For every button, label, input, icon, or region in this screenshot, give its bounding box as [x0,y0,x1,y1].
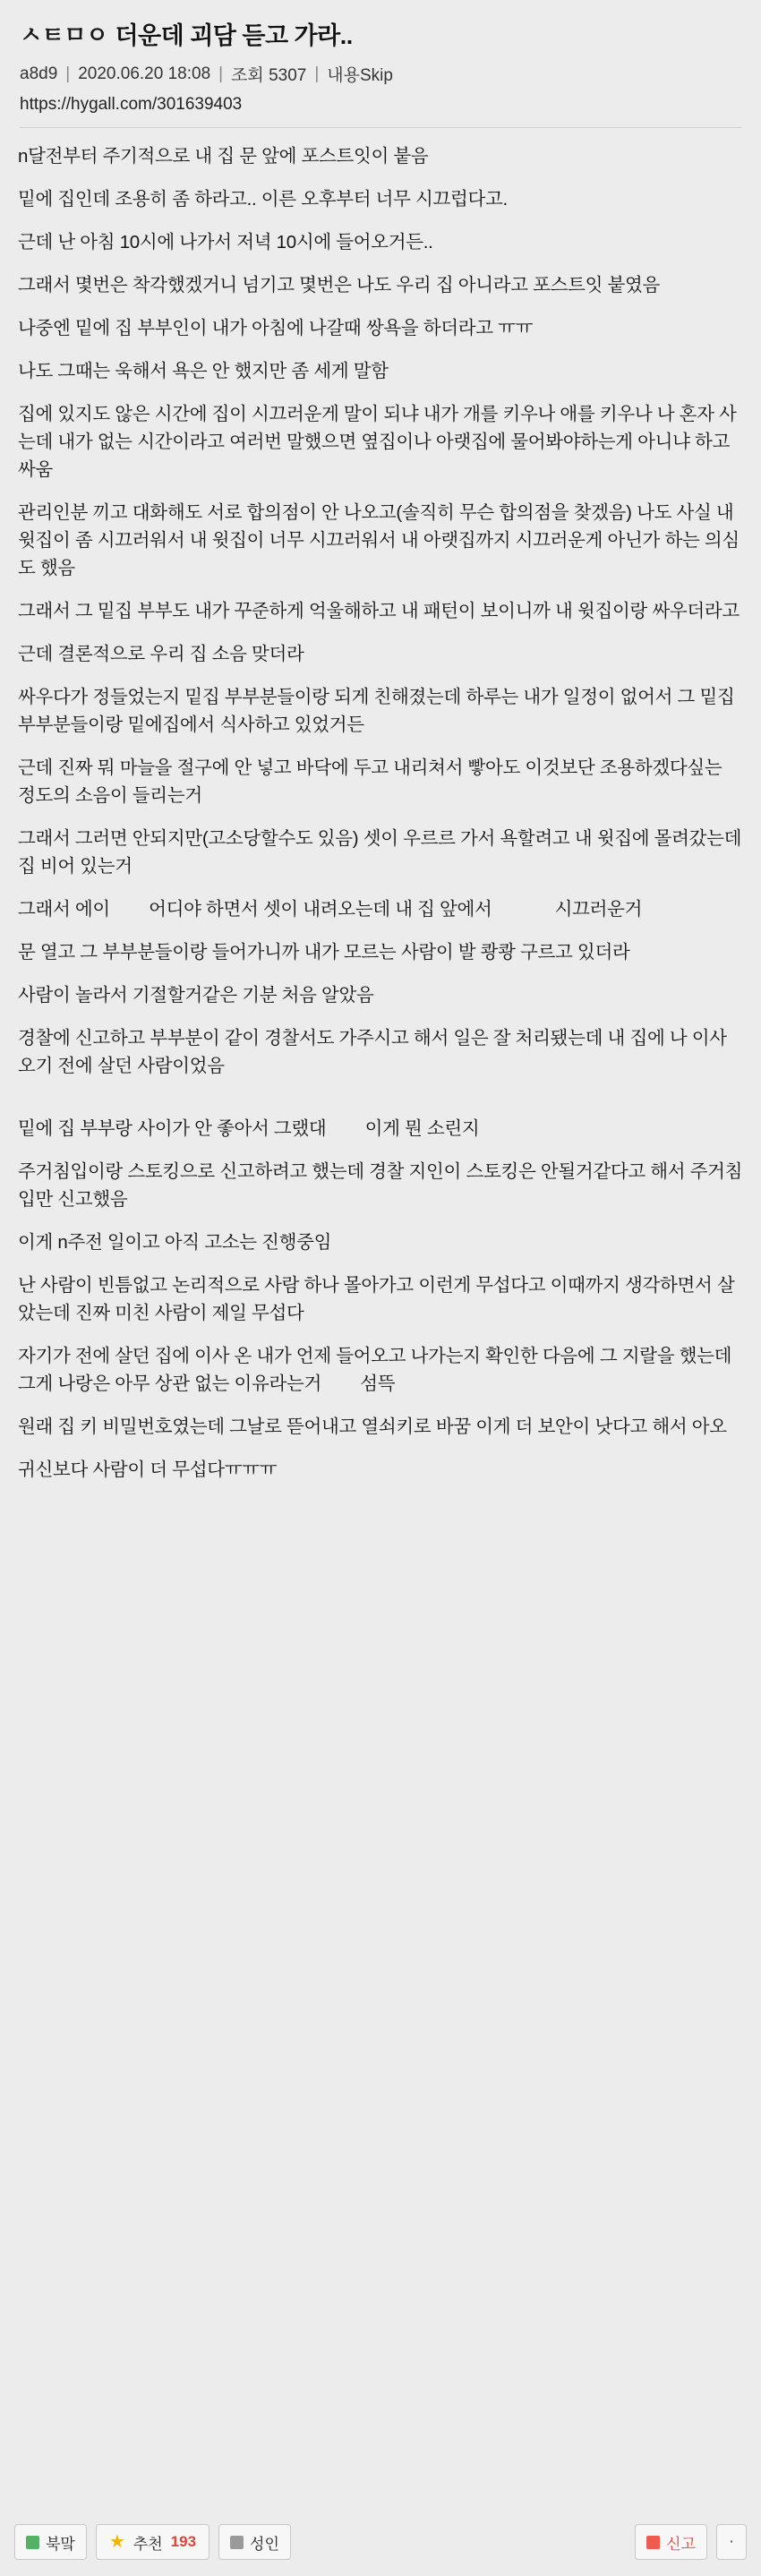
bookmark-icon [26,2536,39,2549]
post-footer-toolbar [0,2512,761,2576]
more-icon: · [728,2532,735,2551]
header-divider [20,127,741,128]
post-paragraph: 근데 진짜 뭐 마늘을 절구에 안 넣고 바닥에 두고 내리쳐서 빻아도 이것보단 조용하겠다싶는 정도의 소음이 들리는거 [18,757,727,806]
post-title-prefix: ㅅㅌㅁㅇ [20,21,108,48]
post-views: 조회 5307 [231,66,307,85]
post-paragraph: 귀신보다 사람이 더 무섭다ㅠㅠㅠ [18,1459,278,1480]
report-icon [646,2536,660,2549]
post-paragraph: 나중엔 밑에 집 부부인이 내가 아침에 나갈때 쌍욕을 하더라고 ㅠㅠ [18,318,534,338]
post-paragraph: 관리인분 끼고 대화해도 서로 합의점이 안 나오고(솔직히 무슨 합의점을 찾겠음) 나도 사실 내 윗집이 좀 시끄러워서 내 윗집이 너무 시끄러워서 내 아랫집까지 시끄러운게 아닌가 하는 의심도 했음 [18,502,740,578]
post-paragraph: 그래서 몇번은 착각했겠거니 넘기고 몇번은 나도 우리 집 아니라고 포스트잇 붙였음 [18,275,661,295]
post-meta [20,62,741,86]
meta-divider: | [65,64,71,83]
post-paragraph: 그래서 에이 어디야 하면서 셋이 내려오는데 내 집 앞에서 시끄러운거 [18,899,643,920]
skip-content-link[interactable]: 내용Skip [327,66,393,85]
post-paragraph: 그래서 그러면 안되지만(고소당할수도 있음) 셋이 우르르 가서 욕할려고 내 윗집에 몰려갔는데 집 비어 있는거 [18,828,747,877]
adult-button[interactable] [218,2524,291,2560]
post-paragraph-blank [18,1095,743,1104]
post-title-row [20,16,741,51]
bookmark-button[interactable] [14,2524,87,2560]
post-paragraph: 이게 n주전 일이고 아직 고소는 진행중임 [18,1232,332,1253]
post-paragraph: 밑에 집 부부랑 사이가 안 좋아서 그랬대 이게 뭔 소린지 [18,1118,480,1139]
bookmark-label: 북맠 [46,2535,75,2553]
star-icon: ★ [108,2532,125,2552]
post-paragraph: 근데 난 아침 10시에 나가서 저녁 10시에 들어오거든.. [18,232,433,252]
adult-icon [230,2536,244,2549]
meta-divider: | [314,64,320,83]
post-paragraph: 집에 있지도 않은 시간에 집이 시끄러운게 말이 되냐 내가 개를 키우나 애를 키우나 나 혼자 사는데 내가 없는 시간이라고 여러번 말했으면 옆집이나 아랫집에 물어봐야하는게 아니냐 하고 싸움 [18,404,737,480]
post-paragraph: 난 사람이 빈틈없고 논리적으로 사람 하나 몰아가고 이런게 무섭다고 이때까지 생각하면서 살았는데 진짜 미친 사람이 제일 무섭다 [18,1275,735,1323]
post-paragraph: 근데 결론적으로 우리 집 소음 맞더라 [18,644,304,664]
more-options-button[interactable] [716,2524,747,2560]
post-body [0,137,761,2512]
report-button[interactable] [635,2524,707,2560]
post-paragraph: 자기가 전에 살던 집에 이사 온 내가 언제 들어오고 나가는지 확인한 다음에 그 지랄을 했는데 그게 나랑은 아무 상관 없는 이유라는거 섬뜩 [18,1346,737,1394]
page-title: 더운데 괴담 듣고 가라.. [115,22,353,49]
recommend-count: 193 [170,2533,197,2550]
meta-divider: | [218,64,224,83]
post-paragraph: 싸우다가 정들었는지 밑집 부부분들이랑 되게 친해졌는데 하루는 내가 일정이 없어서 그 밑집 부부분들이랑 밑에집에서 식사하고 있었거든 [18,687,740,735]
recommend-button[interactable] [96,2524,209,2560]
report-label: 신고 [666,2535,696,2553]
recommend-label: 추천 [133,2535,163,2553]
post-paragraph: 경찰에 신고하고 부부분이 같이 경찰서도 가주시고 해서 일은 잘 처리됐는데 내 집에 나 이사 오기 전에 살던 사람이었음 [18,1028,732,1076]
post-paragraph: 밑에 집인데 조용히 좀 하라고.. 이른 오후부터 너무 시끄럽다고. [18,189,508,210]
post-paragraph: 나도 그때는 욱해서 욕은 안 했지만 좀 세게 말함 [18,361,389,381]
post-paragraph: 원래 집 키 비밀번호였는데 그날로 뜯어내고 열쇠키로 바꿈 이게 더 보안이 낫다고 해서 아오 [18,1416,727,1437]
post-paragraph: n달전부터 주기적으로 내 집 문 앞에 포스트잇이 붙음 [18,146,429,167]
adult-label: 성인 [250,2535,279,2553]
post-author: a8d9 [20,64,58,83]
post-paragraph: 주거침입이랑 스토킹으로 신고하려고 했는데 경찰 지인이 스토킹은 안될거같다고 해서 주거침입만 신고했음 [18,1161,743,1210]
post-paragraph: 문 열고 그 부부분들이랑 들어가니까 내가 모르는 사람이 발 쾅쾅 구르고 있더라 [18,942,630,963]
post-paragraph: 그래서 그 밑집 부부도 내가 꾸준하게 억울해하고 내 패턴이 보이니까 내 윗집이랑 싸우더라고 [18,601,740,621]
post-url[interactable]: https://hygall.com/301639403 [20,95,243,114]
post-date: 2020.06.20 18:08 [78,64,211,83]
post-header [0,0,761,137]
post-paragraph: 사람이 놀라서 기절할거같은 기분 처음 알았음 [18,985,374,1006]
